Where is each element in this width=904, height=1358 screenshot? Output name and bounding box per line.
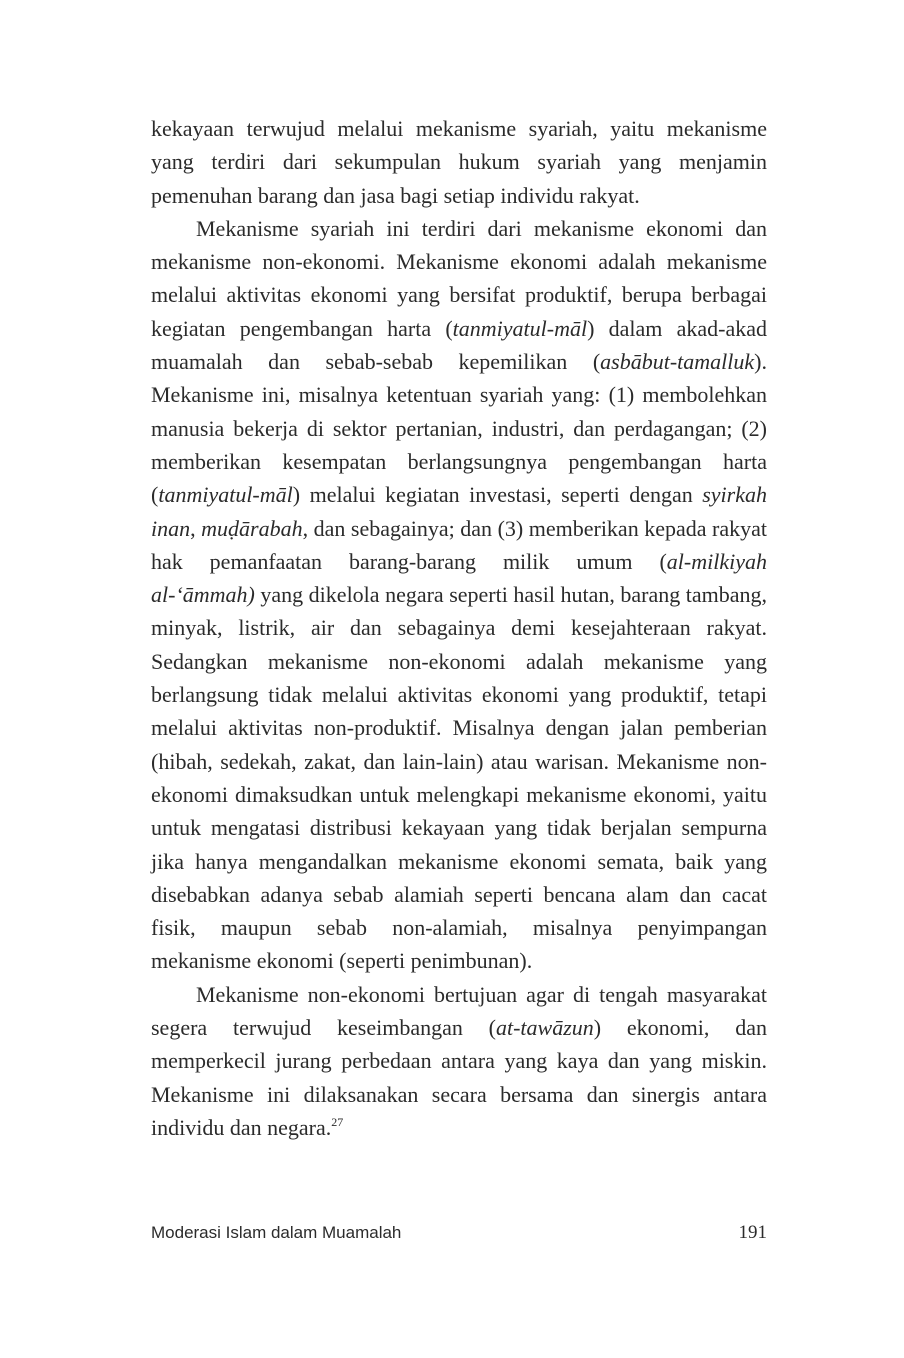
term-asbabut-tamalluk: asbābut-tamalluk <box>600 349 755 375</box>
page-body-text <box>151 112 767 1144</box>
paragraph-2-segment-5: , <box>190 515 202 541</box>
page-footer <box>151 1222 767 1244</box>
paragraph-2-segment-6: , dan sebagainya; dan (3) memberikan kepada rakyat hak pemanfaatan barang-barang milik umum ( <box>151 515 768 574</box>
page-number: 191 <box>738 1222 767 1243</box>
paragraph-2-segment-3: ). Mekanisme ini, misalnya ketentuan syariah yang: (1) membolehkan manusia bekerja di sektor pertanian, industri, dan perdagangan; (2) memberikan kesempatan berlangsungnya pengembangan harta ( <box>151 349 767 508</box>
term-tanmiyatul-mal: tanmiyatul-māl <box>452 315 588 341</box>
paragraph-1 <box>151 112 767 212</box>
term-at-tawazun: at-tawāzun <box>495 1015 594 1041</box>
paragraph-2-segment-2: ) dalam akad-akad muamalah dan sebab-sebab kepemilikan ( <box>151 315 768 375</box>
paragraph-2-segment-1: Mekanisme syariah ini terdiri dari mekanisme ekonomi dan mekanisme non-ekonomi. Mekanisme ekonomi adalah mekanisme melalui aktivitas ekonomi yang bersifat produktif, berupa berbagai kegiatan pengembangan harta ( <box>151 215 767 341</box>
footnote-marker: 27 <box>331 1114 344 1129</box>
paragraph-2-segment-7: yang dikelola negara seperti hasil hutan, barang tambang, minyak, listrik, air dan sebagainya demi kesejahteraan rakyat. Sedangkan mekanisme non-ekonomi adalah mekanisme yang berlangsung tidak melalui aktivitas ekonomi yang produktif, tetapi melalui aktivitas non-produktif. Misalnya dengan jalan pemberian (hibah, sedekah, zakat, dan lain-lain) atau warisan. Mekanisme non-ekonomi dimaksudkan untuk melengkapi mekanisme ekonomi, yaitu untuk mengatasi distribusi kekayaan yang tidak berjalan sempurna jika hanya mengandalkan mekanisme ekonomi semata, baik yang disebabkan adanya sebab alamiah seperti bencana alam dan cacat fisik, maupun sebab non-alamiah, misalnya penyimpangan mekanisme ekonomi (seperti penimbunan). <box>151 582 767 974</box>
term-tanmiyatul-mal-2: tanmiyatul-māl <box>158 482 293 508</box>
paragraph-1-text: kekayaan terwujud melalui mekanisme syariah, yaitu mekanisme yang terdiri dari sekumpulan hukum syariah yang menjamin pemenuhan barang dan jasa bagi setiap individu rakyat. <box>151 116 767 208</box>
term-mudarabah: muḍārabah <box>201 515 303 541</box>
paragraph-2 <box>151 212 767 978</box>
paragraph-3-segment-1: Mekanisme non-ekonomi bertujuan agar di tengah masyarakat segera terwujud keseimbangan ( <box>151 981 767 1041</box>
term-al-milkiyah-al-ammah: al-milkiyah al-‘āmmah) <box>151 548 767 608</box>
paragraph-3 <box>151 978 767 1144</box>
paragraph-2-segment-4: ) melalui kegiatan investasi, seperti dengan <box>292 482 703 508</box>
term-syirkah-inan: syirkah inan <box>151 482 767 541</box>
paragraph-3-segment-2: ) ekonomi, dan memperkecil jurang perbedaan antara yang kaya dan yang miskin. Mekanisme ini dilaksanakan secara bersama dan sinergis antara individu dan negara. <box>151 1015 767 1140</box>
book-title: Moderasi Islam dalam Muamalah <box>151 1223 402 1242</box>
